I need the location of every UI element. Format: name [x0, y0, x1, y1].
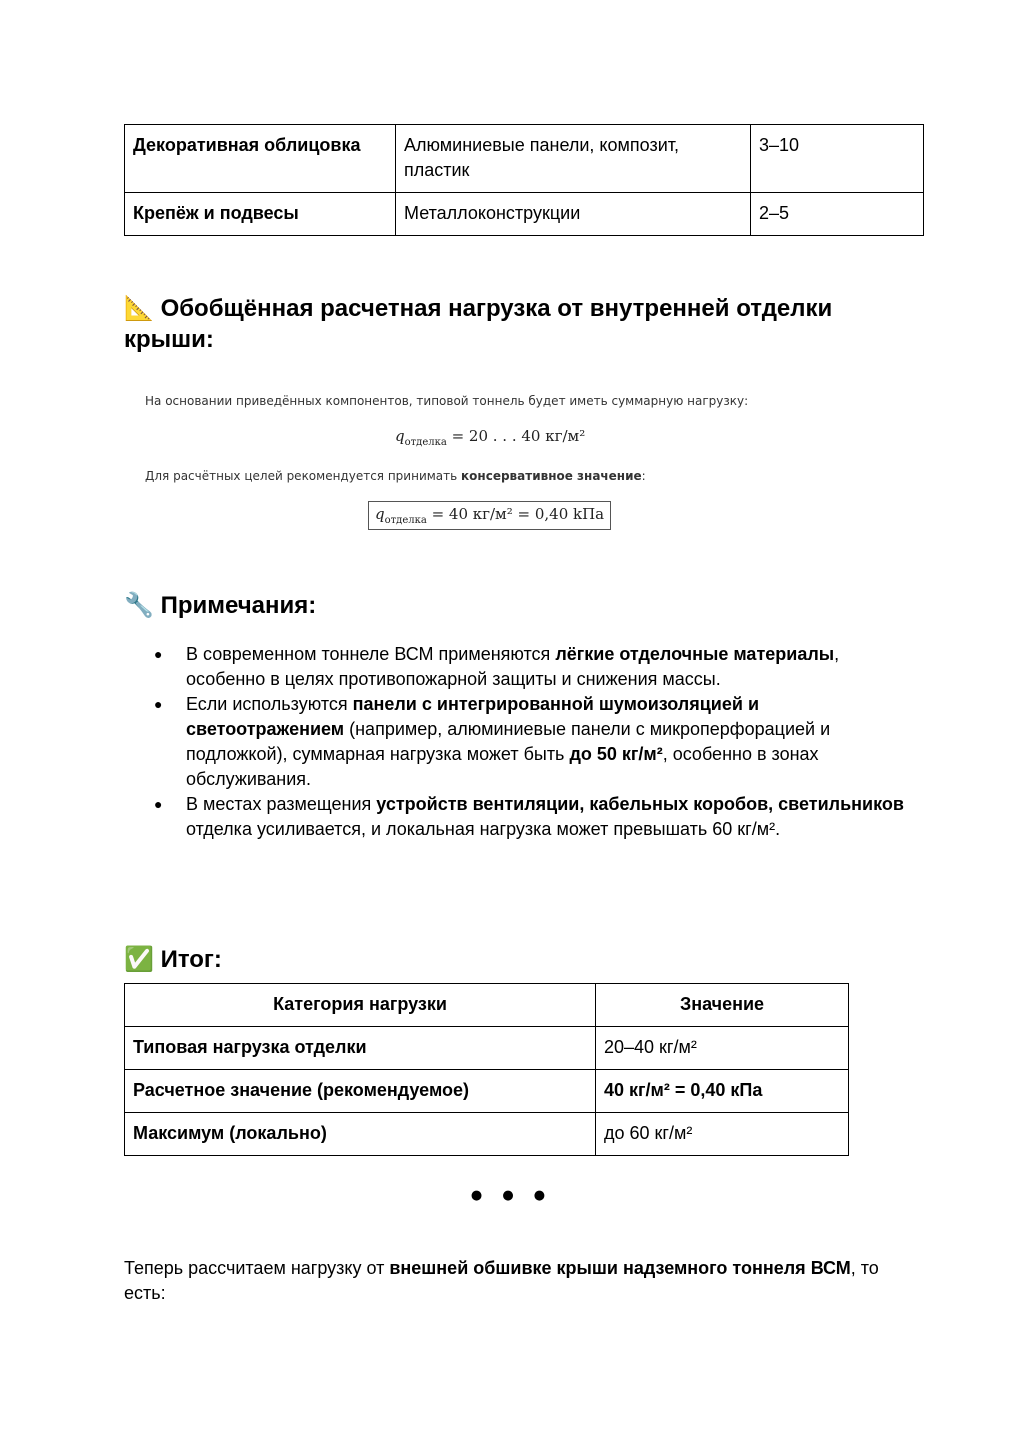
component-name: Декоративная облицовка	[125, 125, 396, 193]
column-header: Значение	[596, 984, 849, 1027]
text-fragment: Если используются	[186, 694, 353, 714]
column-header: Категория нагрузки	[125, 984, 596, 1027]
text-fragment: (например, алюминиевые панели с микроперфорацией и подложкой), суммарная нагрузка может быть	[186, 719, 831, 764]
text-fragment: , то есть:	[124, 1258, 879, 1303]
text-fragment: В местах размещения	[186, 794, 377, 814]
text-fragment-bold: до 50 кг/м²	[569, 744, 663, 764]
text-fragment-bold: панели с интегрированной шумоизоляцией и светоотражением	[186, 694, 760, 739]
formula-intro-text: На основании приведённых компонентов, типовой тоннель будет иметь суммарную нагрузку:	[145, 394, 749, 408]
row-label: Расчетное значение (рекомендуемое)	[125, 1070, 596, 1113]
formula-subscript: отделка	[404, 437, 447, 448]
formula-variable: q	[375, 505, 385, 523]
formula-recommend-text	[145, 469, 646, 483]
row-value: до 60 кг/м²	[596, 1113, 849, 1156]
components-table	[124, 124, 924, 236]
text-fragment: отделка усиливается, и локальная нагрузка может превышать 60 кг/м².	[186, 819, 781, 839]
formula-value: = 40 кг/м² = 0,40 kПа	[426, 505, 605, 523]
list-item	[124, 692, 904, 792]
text-fragment-bold: устройств вентиляции, кабельных коробов, светильников	[376, 794, 904, 814]
section-heading-summary	[124, 944, 222, 975]
formula-boxed-result	[368, 501, 611, 530]
list-item	[124, 642, 904, 692]
section-heading-text: Итог:	[160, 946, 222, 973]
row-value: 20–40 кг/м²	[596, 1027, 849, 1070]
text-fragment-bold: лёгкие отделочные материалы	[555, 644, 835, 664]
triangle-ruler-icon: 📐	[124, 294, 154, 322]
text-fragment: Теперь рассчитаем нагрузку от	[124, 1258, 390, 1278]
text-fragment: В современном тоннеле ВСМ применяются	[186, 644, 556, 664]
text-fragment: , особенно в целях противопожарной защиты и снижения массы.	[186, 644, 840, 689]
formula-value: = 20 . . . 40 кг/м²	[446, 427, 586, 445]
row-label: Типовая нагрузка отделки	[125, 1027, 596, 1070]
component-name: Крепёж и подвесы	[125, 193, 396, 236]
notes-list	[124, 642, 904, 842]
text-fragment: , особенно в зонах обслуживания.	[186, 744, 819, 789]
check-mark-icon: ✅	[124, 945, 154, 973]
table-row	[125, 193, 924, 236]
row-label: Максимум (локально)	[125, 1113, 596, 1156]
text-fragment: Для расчётных целей рекомендуется принимать	[145, 469, 462, 483]
formula-variable: q	[395, 427, 405, 445]
text-fragment-bold: внешней обшивке крыши надземного тоннеля ВСМ	[389, 1258, 851, 1278]
component-value: 3–10	[751, 125, 924, 193]
wrench-icon: 🔧	[124, 591, 154, 619]
table-row	[125, 1070, 849, 1113]
separator: ● ● ●	[470, 1188, 554, 1203]
table-row	[125, 1113, 849, 1156]
table-row	[125, 125, 924, 193]
text-fragment: :	[641, 469, 646, 483]
formula-subscript: отделка	[384, 515, 427, 526]
formula-image	[140, 385, 780, 545]
component-material: Алюминиевые панели, композит, пластик	[396, 125, 751, 193]
row-value: 40 кг/м² = 0,40 кПа	[596, 1070, 849, 1113]
section-heading-notes	[124, 590, 316, 621]
formula-range	[395, 427, 585, 448]
section-heading-load	[124, 293, 884, 355]
component-value: 2–5	[751, 193, 924, 236]
section-heading-text: Обобщённая расчетная нагрузка от внутренней отделки крыши:	[124, 295, 833, 353]
summary-table	[124, 983, 849, 1156]
closing-paragraph	[124, 1256, 904, 1306]
section-heading-text: Примечания:	[160, 592, 317, 619]
table-row	[125, 1027, 849, 1070]
list-item	[124, 792, 904, 842]
text-fragment-bold: консервативное значение	[461, 469, 642, 483]
table-header-row	[125, 984, 849, 1027]
component-material: Металлоконструкции	[396, 193, 751, 236]
